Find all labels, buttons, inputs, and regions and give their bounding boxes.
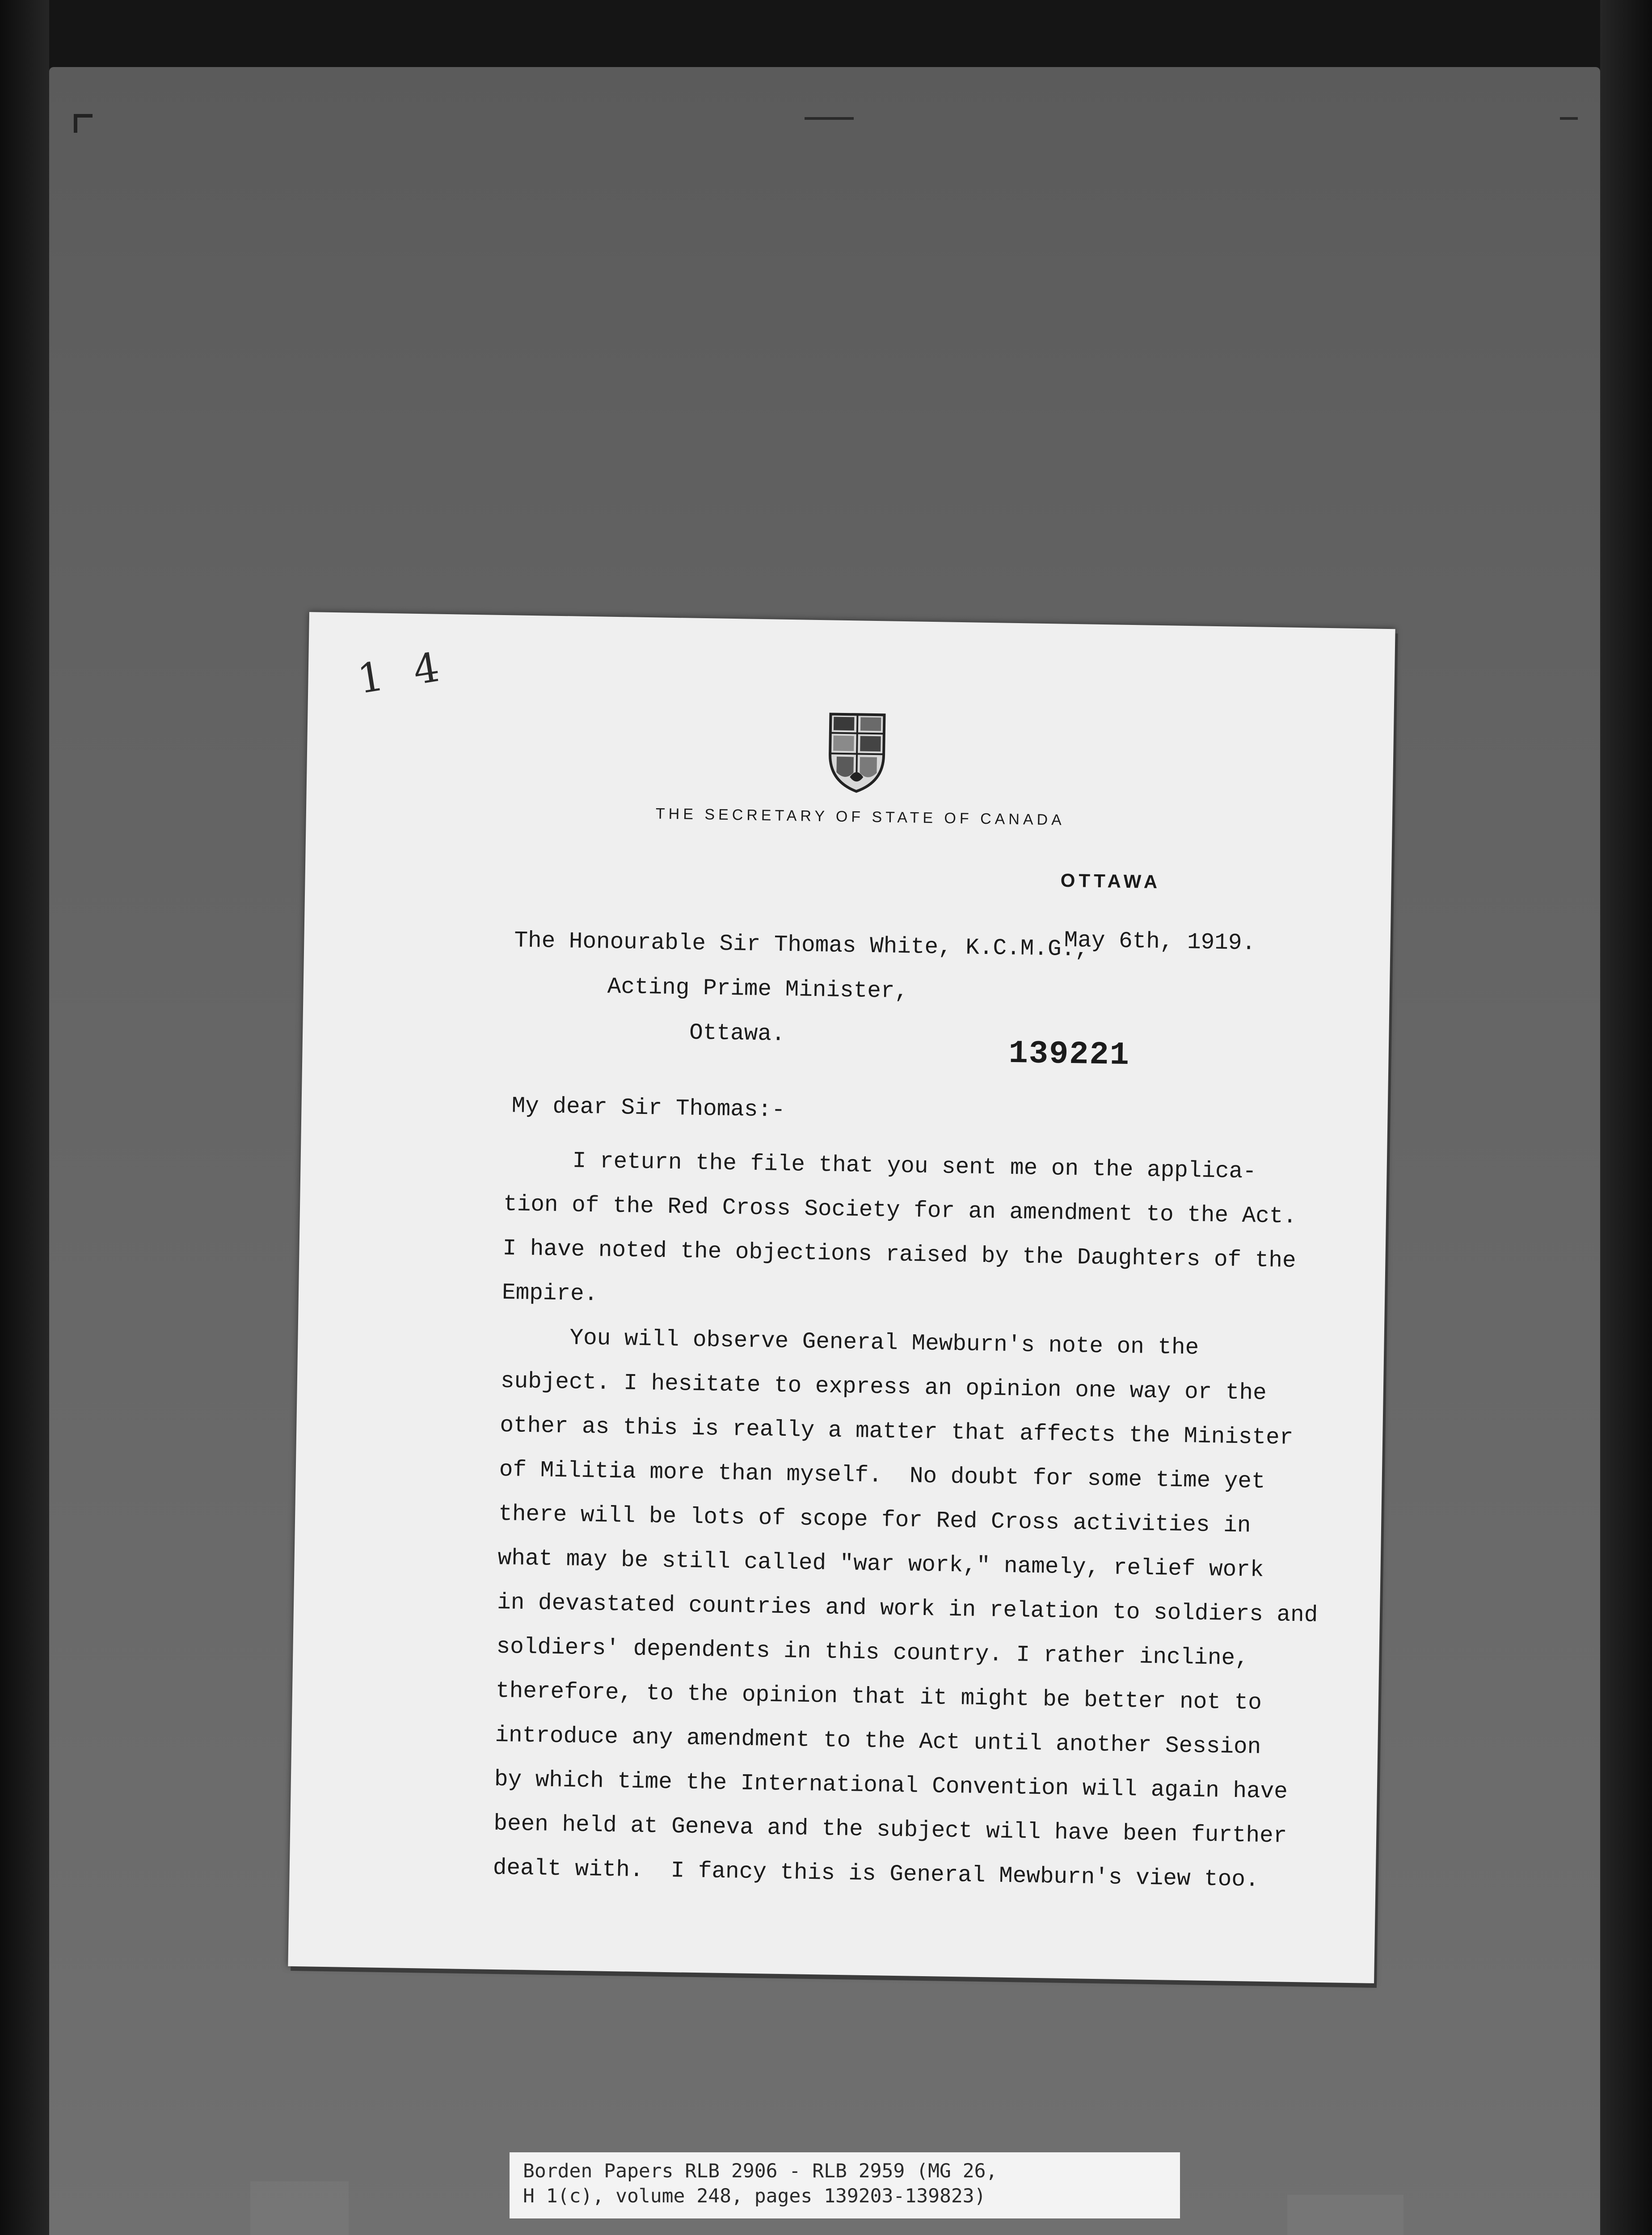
body-line: I have noted the objections raised by the Daughters of the xyxy=(502,1236,1296,1274)
film-edge-left xyxy=(0,0,49,2235)
body-line: soldiers' dependents in this country. I rather incline, xyxy=(496,1634,1249,1672)
margin-annotation: 1 4 xyxy=(354,642,452,703)
body-line: what may be still called "war work," namely, relief work xyxy=(497,1545,1264,1583)
body-line: other as this is really a matter that affects the Minister xyxy=(499,1413,1294,1451)
body-line: of Militia more than myself. No doubt for some time yet xyxy=(499,1457,1265,1495)
coat-of-arms-icon xyxy=(823,709,891,795)
body-line: Empire. xyxy=(502,1280,598,1307)
recipient-name: The Honourable Sir Thomas White, K.C.M.G., xyxy=(514,928,1089,963)
body-line: dealt with. I fancy this is General Mewburn's view too. xyxy=(493,1855,1259,1893)
body-line: in devastated countries and work in relation to soldiers and xyxy=(497,1590,1318,1628)
body-line: subject. I hesitate to express an opinion one way or the xyxy=(500,1369,1267,1406)
body-line: I return the file that you sent me on the applica- xyxy=(504,1147,1257,1185)
tape-strip-left xyxy=(250,2181,349,2235)
archive-reference-line: Borden Papers RLB 2906 - RLB 2959 (MG 26, xyxy=(523,2160,998,2182)
corner-crop-mark xyxy=(74,114,93,133)
body-line: been held at Geneva and the subject will have been further xyxy=(493,1811,1287,1849)
top-right-registration-mark xyxy=(1560,117,1578,120)
archive-reference-label xyxy=(510,2152,1180,2218)
recipient-city: Ottawa. xyxy=(689,1020,785,1047)
tape-strip-right xyxy=(1287,2195,1403,2235)
body-line: tion of the Red Cross Society for an amendment to the Act. xyxy=(503,1192,1297,1230)
body-line: there will be lots of scope for Red Cross activities in xyxy=(498,1501,1251,1539)
letterhead-city: OTTAWA xyxy=(1060,869,1161,893)
letter-page xyxy=(288,612,1395,1983)
letter-date: May 6th, 1919. xyxy=(1064,928,1256,957)
recipient-title: Acting Prime Minister, xyxy=(607,974,909,1005)
film-edge-right xyxy=(1600,0,1652,2235)
body-line: introduce any amendment to the Act until another Session xyxy=(495,1722,1261,1760)
letter-body xyxy=(493,1138,1331,1903)
top-registration-mark xyxy=(805,117,854,120)
archive-reference-line: H 1(c), volume 248, pages 139203-139823) xyxy=(523,2185,986,2207)
file-number-stamp: 139221 xyxy=(1008,1035,1130,1074)
body-line: by which time the International Convention will again have xyxy=(494,1767,1288,1805)
body-line: You will observe General Mewburn's note on the xyxy=(501,1324,1199,1361)
letterhead-title: THE SECRETARY OF STATE OF CANADA xyxy=(655,805,1066,829)
body-line: therefore, to the opinion that it might be better not to xyxy=(495,1678,1262,1716)
salutation: My dear Sir Thomas:- xyxy=(511,1093,786,1123)
